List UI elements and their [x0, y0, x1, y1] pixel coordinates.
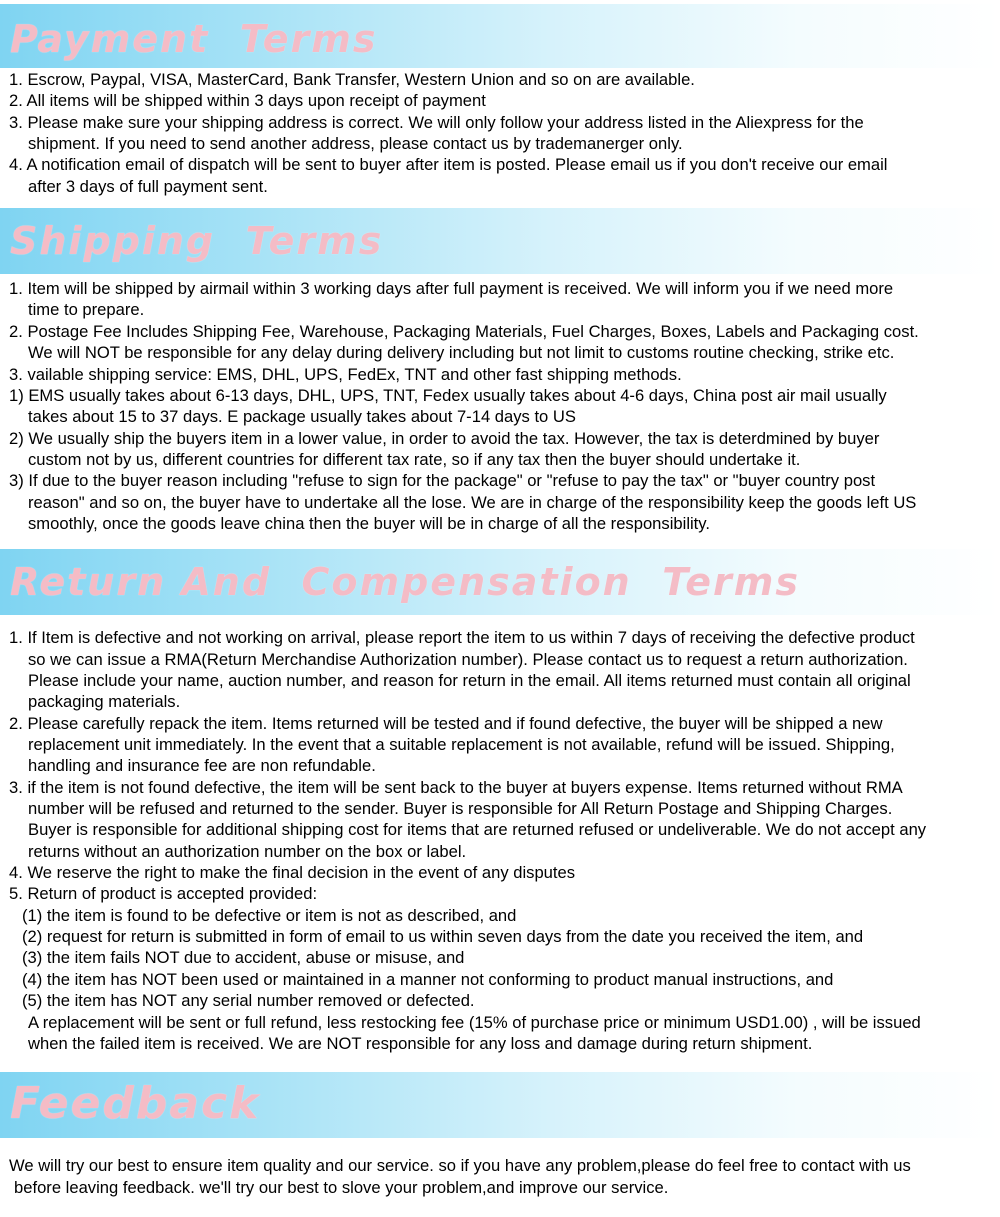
payment-terms-title: Payment Terms — [10, 17, 378, 61]
return-line-1: 1. If Item is defective and not working on arrival, please report the item to us within 7 days of receiving the defective product — [9, 628, 915, 647]
return-line-4: 4. We reserve the right to make the final decision in the event of any disputes — [9, 863, 576, 882]
shipping-line-3-1-cont: takes about 15 to 37 days. E package usually takes about 7-14 days to US — [28, 407, 576, 426]
shipping-line-3-3-cont-a: reason" and so on, the buyer have to undertake all the lose. We are in charge of the responsibility keep the goods left US — [28, 493, 917, 512]
payment-line-2: 2. All items will be shipped within 3 days upon receipt of payment — [9, 91, 486, 110]
return-line-1-cont-a: so we can issue a RMA(Return Merchandise Authorization number). Please contact us to request a return authorization. — [28, 650, 908, 669]
shipping-line-3-1: 1) EMS usually takes about 6-13 days, DHL, UPS, TNT, Fedex usually takes about 4-6 days, China post air mail usually — [9, 386, 887, 405]
payment-terms-banner — [0, 4, 1000, 68]
shipping-line-2-cont: We will NOT be responsible for any delay during delivery including but not limit to customs routine checking, strike etc. — [28, 343, 895, 362]
return-line-5-2: (2) request for return is submitted in form of email to us within seven days from the date you received the item, and — [22, 927, 864, 946]
payment-line-3: 3. Please make sure your shipping address is correct. We will only follow your address listed in the Aliexpress for the — [9, 113, 864, 132]
return-line-5-5: (5) the item has NOT any serial number removed or defected. — [22, 991, 475, 1010]
return-line-1-cont-b: Please include your name, auction number, and reason for return in the email. All items returned must contain all original — [28, 671, 911, 690]
shipping-terms-title: Shipping Terms — [10, 219, 384, 263]
feedback-line-1: We will try our best to ensure item quality and our service. so if you have any problem,please do feel free to contact with us — [9, 1156, 911, 1175]
shipping-line-2: 2. Postage Fee Includes Shipping Fee, Warehouse, Packaging Materials, Fuel Charges, Boxes, Labels and Packaging cost. — [9, 322, 919, 341]
payment-line-4-cont: after 3 days of full payment sent. — [28, 177, 268, 196]
shipping-line-3-3-cont-b: smoothly, once the goods leave china then the buyer will be in charge of all the responsibility. — [28, 514, 710, 533]
shipping-line-1: 1. Item will be shipped by airmail within 3 working days after full payment is received. We will inform you if we need more — [9, 279, 894, 298]
shipping-line-3-2: 2) We usually ship the buyers item in a lower value, in order to avoid the tax. However, the tax is deterdmined by buyer — [9, 429, 880, 448]
return-terms-title: Return And Compensation Terms — [10, 560, 800, 604]
return-line-5-4: (4) the item has NOT been used or maintained in a manner not conforming to product manual instructions, and — [22, 970, 834, 989]
return-line-replacement: A replacement will be sent or full refund, less restocking fee (15% of purchase price or minimum USD1.00) , will be issued — [28, 1013, 921, 1032]
payment-line-1: 1. Escrow, Paypal, VISA, MasterCard, Bank Transfer, Western Union and so on are available. — [9, 70, 695, 89]
return-line-2-cont-b: handling and insurance fee are non refundable. — [28, 756, 376, 775]
shipping-line-3-2-cont: custom not by us, different countries for different tax rate, so if any tax then the buyer should undertake it. — [28, 450, 801, 469]
return-line-2: 2. Please carefully repack the item. Items returned will be tested and if found defective, the buyer will be shipped a new — [9, 714, 883, 733]
payment-line-3-cont: shipment. If you need to send another address, please contact us by trademanerger only. — [28, 134, 683, 153]
return-line-5-1: (1) the item is found to be defective or item is not as described, and — [22, 906, 517, 925]
return-line-replacement-cont: when the failed item is received. We are NOT responsible for any loss and damage during return shipment. — [28, 1034, 813, 1053]
return-line-3-cont-b: Buyer is responsible for additional shipping cost for items that are returned refused or undeliverable. We do not accept any — [28, 820, 927, 839]
shipping-line-3-3: 3) If due to the buyer reason including "refuse to sign for the package" or "refuse to pay the tax" or "buyer country post — [9, 471, 876, 490]
feedback-line-2: before leaving feedback. we'll try our best to slove your problem,and improve our service. — [14, 1178, 669, 1197]
return-line-3: 3. if the item is not found defective, the item will be sent back to the buyer at buyers expense. Items returned without RMA — [9, 778, 903, 797]
feedback-title: Feedback — [10, 1078, 261, 1129]
shipping-line-1-cont: time to prepare. — [28, 300, 145, 319]
return-line-2-cont-a: replacement unit immediately. In the event that a suitable replacement is not available, refund will be issued. Shipping, — [28, 735, 895, 754]
shipping-line-3: 3. vailable shipping service: EMS, DHL, UPS, FedEx, TNT and other fast shipping methods. — [9, 365, 682, 384]
return-line-5-3: (3) the item fails NOT due to accident, abuse or misuse, and — [22, 948, 465, 967]
return-terms-banner — [0, 549, 1000, 615]
return-line-3-cont-c: returns without an authorization number on the box or label. — [28, 842, 467, 861]
shipping-terms-banner — [0, 208, 1000, 274]
return-line-3-cont-a: number will be refused and returned to the sender. Buyer is responsible for All Return Postage and Shipping Charges. — [28, 799, 893, 818]
feedback-banner — [0, 1072, 1000, 1138]
payment-line-4: 4. A notification email of dispatch will be sent to buyer after item is posted. Please email us if you don't receive our email — [9, 155, 888, 174]
return-line-5: 5. Return of product is accepted provided: — [9, 884, 318, 903]
return-line-1-cont-c: packaging materials. — [28, 692, 181, 711]
